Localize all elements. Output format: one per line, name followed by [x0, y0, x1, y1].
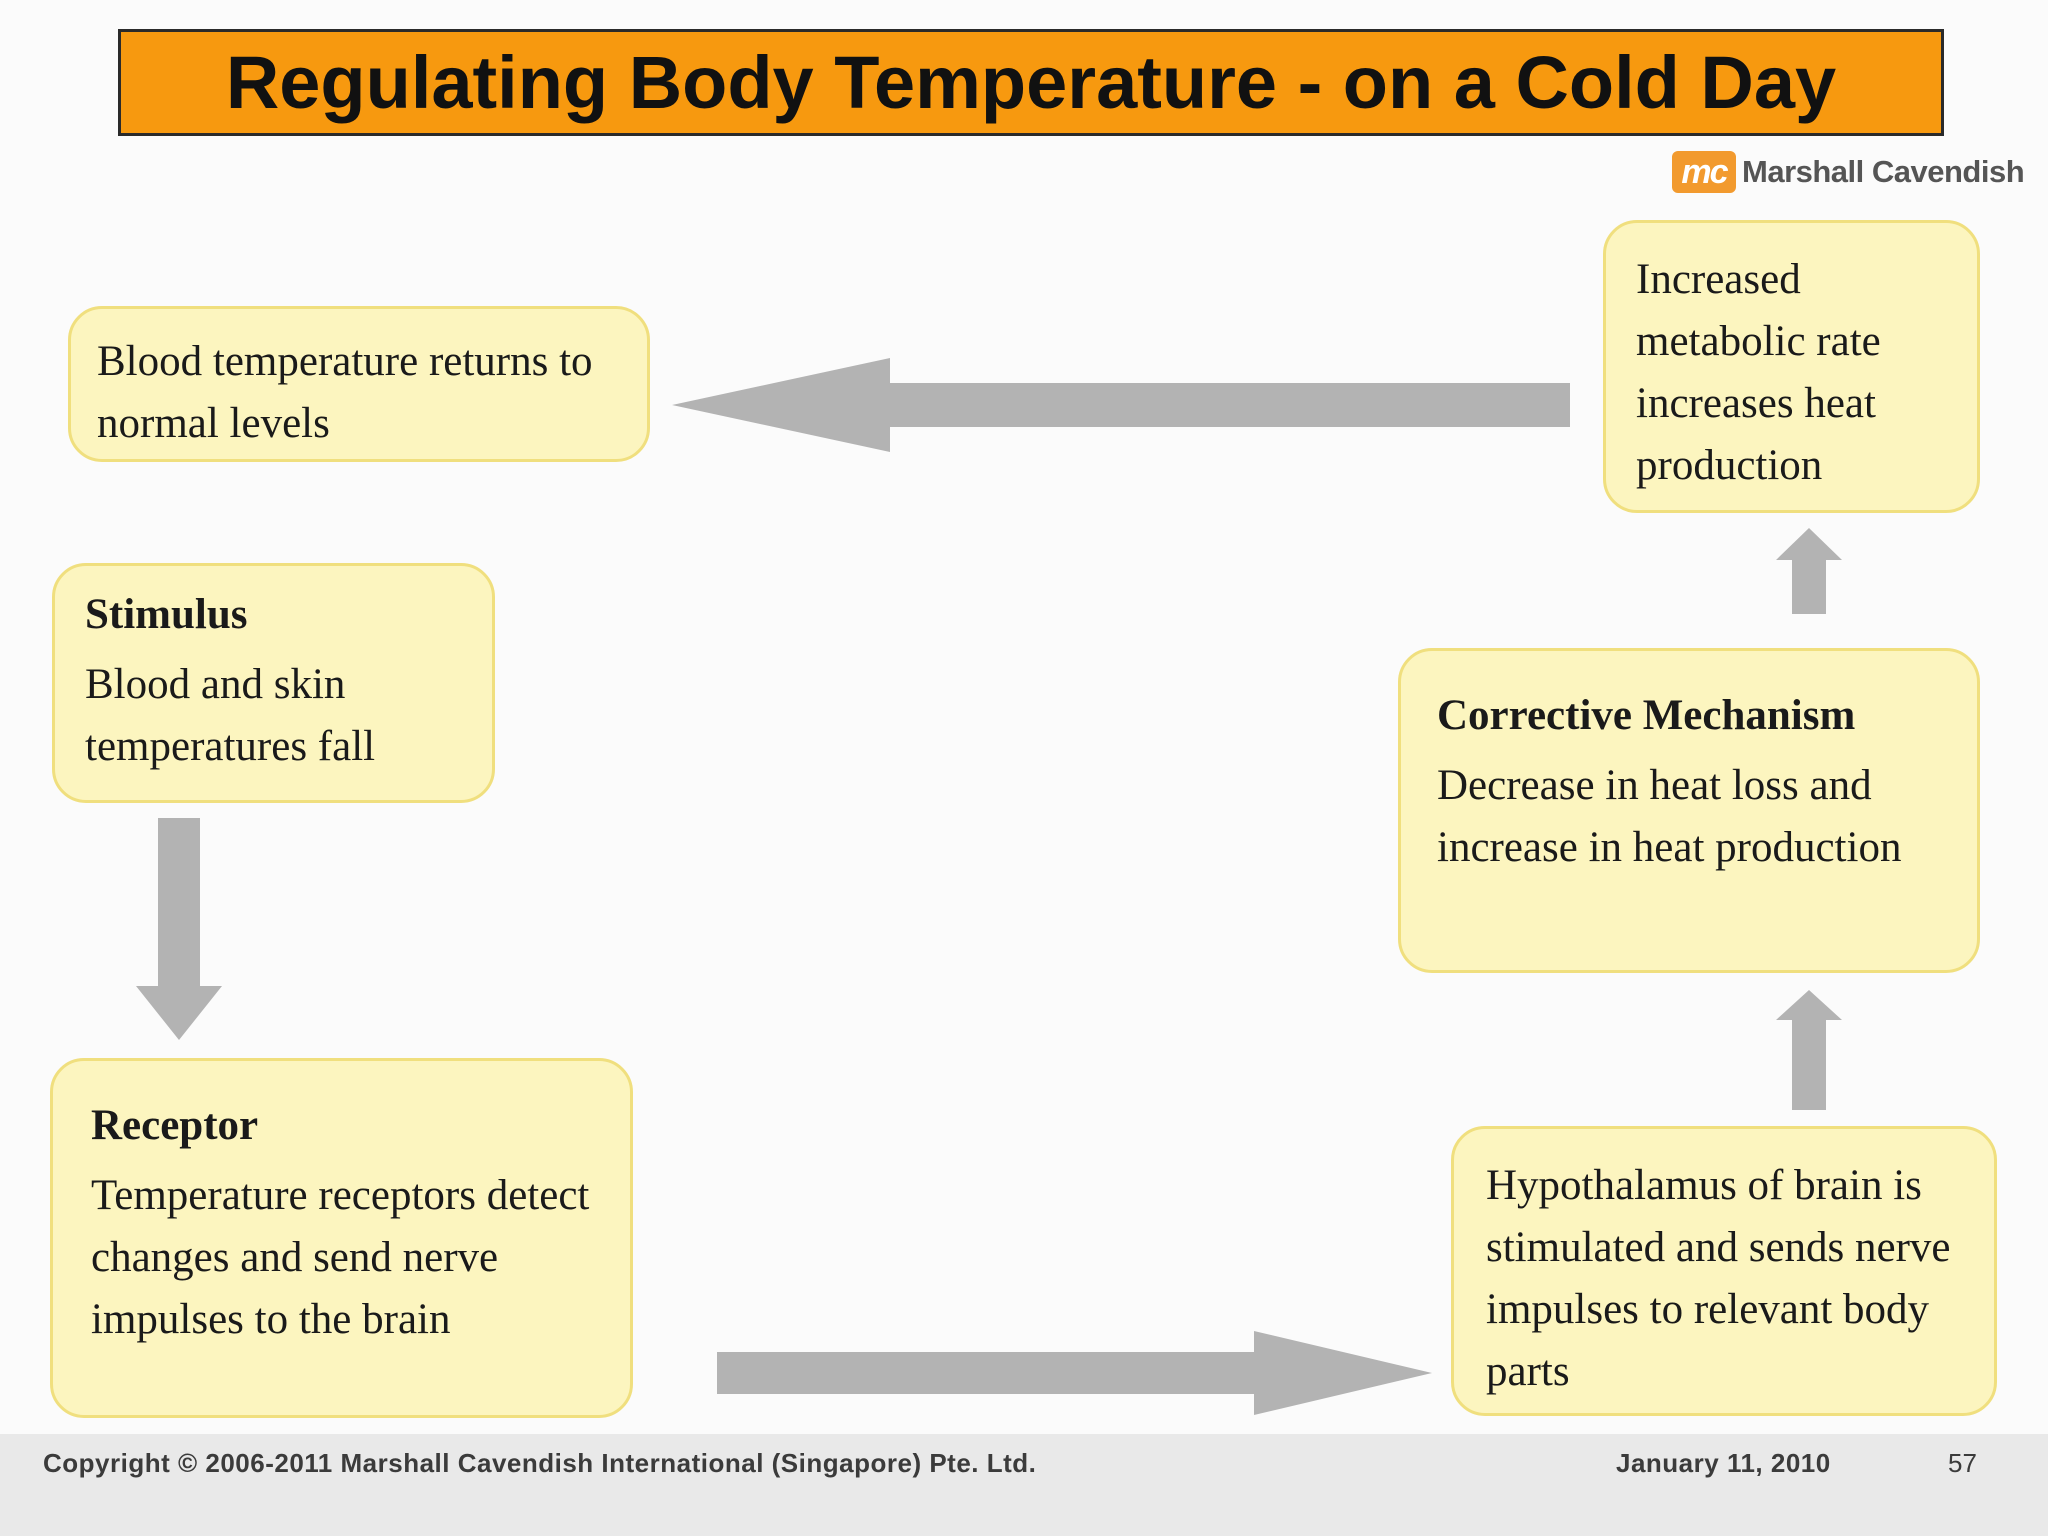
publisher-logo: [1672, 150, 2024, 194]
arrow-stimulus-to-receptor: [136, 818, 222, 1040]
publisher-logo-text: Marshall Cavendish: [1742, 154, 2025, 189]
node-metabolic-rate-text: Increased metabolic rate increases heat production: [1636, 256, 1881, 489]
node-corrective-mechanism-text: Decrease in heat loss and increase in heat production: [1437, 762, 1902, 871]
node-receptor-label: Receptor: [91, 1102, 259, 1149]
node-stimulus-text: Blood and skin temperatures fall: [85, 661, 376, 770]
copyright-notice: Copyright © 2006-2011 Marshall Cavendish International (Singapore) Pte. Ltd.: [43, 1448, 1037, 1478]
node-metabolic-rate: [1603, 220, 1980, 513]
arrow-corrective-to-metabolic: [1776, 528, 1842, 614]
arrow-receptor-to-hypothalamus: [717, 1331, 1432, 1415]
page-number: 57: [1948, 1448, 1977, 1478]
node-corrective-mechanism-label: Corrective Mechanism: [1437, 692, 1856, 739]
node-blood-temperature: [68, 306, 650, 462]
node-stimulus-label: Stimulus: [85, 591, 248, 638]
slide-date: January 11, 2010: [1616, 1448, 1831, 1478]
node-corrective-mechanism: [1398, 648, 1980, 973]
node-hypothalamus: [1451, 1126, 1997, 1416]
arrow-hypothalamus-to-corrective: [1776, 990, 1842, 1110]
arrow-metabolic-to-blood: [672, 358, 1570, 452]
node-receptor-text: Temperature receptors detect changes and send nerve impulses to the brain: [91, 1172, 590, 1343]
slide-title: Regulating Body Temperature - on a Cold Day: [118, 29, 1944, 136]
slide-footer: [0, 1434, 2048, 1536]
node-stimulus: [52, 563, 495, 803]
node-blood-temperature-text: Blood temperature returns to normal levels: [97, 338, 593, 447]
publisher-logo-badge: mc: [1672, 151, 1736, 193]
node-hypothalamus-text: Hypothalamus of brain is stimulated and sends nerve impulses to relevant body parts: [1486, 1162, 1951, 1395]
node-receptor: [50, 1058, 633, 1418]
